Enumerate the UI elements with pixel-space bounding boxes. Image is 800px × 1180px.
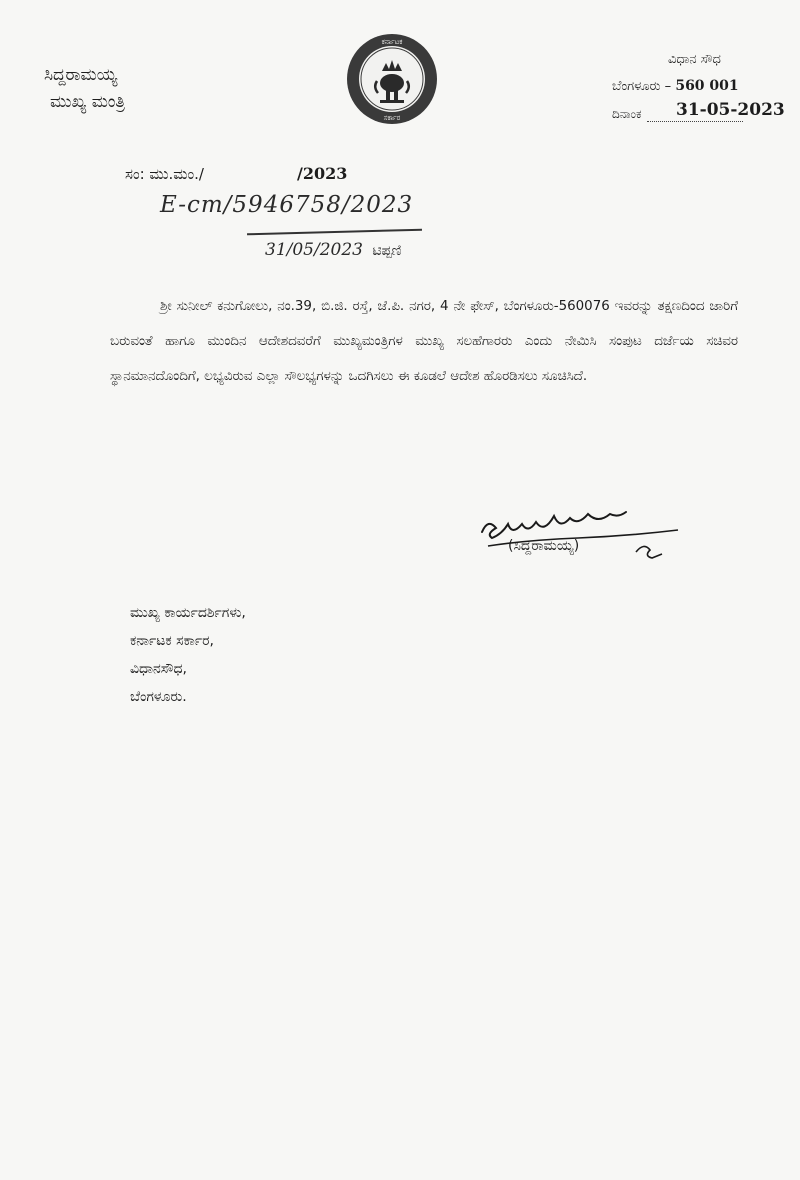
recipient-line: ಬೆಂಗಳೂರು. <box>130 689 187 705</box>
handwritten-note: ಟಿಪ್ಪಣಿ <box>372 243 402 259</box>
handwritten-date: 31/05/2023 <box>265 240 363 260</box>
emblem-text-top: ಕರ್ನಾಟಕ <box>381 38 403 46</box>
order-paragraph: ಶ್ರೀ ಸುನೀಲ್ ಕನುಗೋಲು, ನಂ.39, ಬಿ.ಜಿ. ರಸ್ತೆ, ಜೆ.ಪಿ. ನಗರ, 4 ನೇ ಫೇಸ್, ಬೆಂಗಳೂರು-560076 ಇವರನ್ನು ತಕ್ಷಣದಿಂದ ಜಾರಿಗೆ ಬರುವಂತೆ ಹಾಗೂ ಮುಂದಿನ ಆದೇಶದವರೆಗೆ ಮುಖ್ಯಮಂತ್ರಿಗಳ ಮುಖ್ಯ ಸಲಹೆಗಾರರು ಎಂದು ನೇಮಿಸಿ ಸಂಪುಟ ದರ್ಜೆಯ ಸಚಿವರ ಸ್ಥಾನಮಾನದೊಂದಿಗೆ, ಲಭ್ಯವಿರುವ ಎಲ್ಲಾ ಸೌಲಭ್ಯಗಳನ್ನು ಒದಗಿಸಲು ಈ ಕೂಡಲೆ ಆದೇಶ ಹೊರಡಿಸಲು ಸೂಚಿಸಿದೆ. <box>110 299 738 384</box>
date-label: ದಿನಾಂಕ <box>612 107 642 121</box>
recipient-line: ಕರ್ನಾಟಕ ಸರ್ಕಾರ, <box>130 633 214 649</box>
handwritten-file-number: E-cm/5946758/2023 <box>160 192 414 218</box>
office-building: ವಿಧಾನ ಸೌಧ <box>668 52 721 67</box>
sender-name: ಸಿದ್ದರಾಮಯ್ಯ <box>44 65 118 85</box>
office-address <box>612 47 739 100</box>
date-line <box>612 100 785 122</box>
sender-title: ಮುಖ್ಯ ಮಂತ್ರಿ <box>50 92 126 112</box>
handwritten-underline <box>247 229 422 235</box>
sender-block <box>44 62 125 116</box>
state-emblem-icon <box>346 33 438 125</box>
handwritten-signature <box>476 502 686 572</box>
reference-number <box>125 164 348 183</box>
order-body <box>110 289 738 394</box>
recipient-line: ವಿಧಾನಸೌಧ, <box>130 661 187 677</box>
reference-year: /2023 <box>297 164 348 183</box>
office-city: ಬೆಂಗಳೂರು – <box>612 79 672 94</box>
handwritten-date-note <box>265 240 402 260</box>
recipient-address <box>130 599 246 711</box>
office-pincode: 560 001 <box>675 78 739 94</box>
reference-prefix: ಸಂ: ಮು.ಮಂ./ <box>125 165 204 183</box>
date-value: 31-05-2023 <box>676 100 785 120</box>
recipient-line: ಮುಖ್ಯ ಕಾರ್ಯದರ್ಶಿಗಳು, <box>130 605 246 621</box>
office-city-line <box>612 73 739 100</box>
signatory-name: (ಸಿದ್ದರಾಮಯ್ಯ) <box>508 538 580 554</box>
emblem-text-bottom: ಸರ್ಕಾರ <box>383 114 401 122</box>
